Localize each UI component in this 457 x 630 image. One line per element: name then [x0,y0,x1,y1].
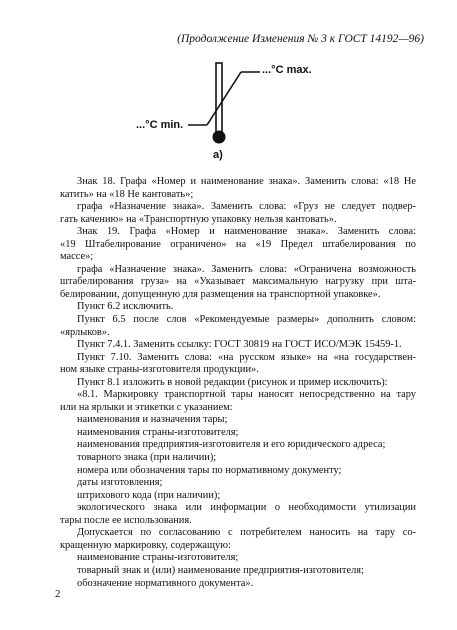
text-line: графа «Назначение знака». Заменить слова: «Груз не следует подвер- [77,201,416,213]
text-line: массе»; [60,251,94,263]
thermometer-figure [0,0,457,170]
body-text [60,176,416,590]
text-line: Допускается по согласованию с потребителем наносить на тару со- [77,527,416,539]
text-line: кращенную маркировку, содержащую: [60,539,231,551]
min-temperature-label: ...°C min. [136,119,184,131]
thermometer-icon [0,0,457,170]
text-line: «ярлыков». [60,326,110,338]
text-line: даты изготовления; [77,477,163,489]
text-line: ном языке страны-изготовителя продукции». [60,364,259,376]
text-line: тары после ее использования. [60,514,192,526]
max-temperature-label: ...°C max. [262,64,312,76]
text-line: Пункт 6.2 исключить. [77,301,174,313]
text-line: графа «Назначение знака». Заменить слова: «Ограничена возможность [77,263,416,275]
range-line [207,72,241,125]
text-line: наименования страны-изготовителя; [77,426,239,438]
text-line: наименования и назначения тары; [77,414,228,426]
running-header: (Продолжение Изменения № 3 к ГОСТ 14192—96) [177,33,424,45]
text-line: Пункт 7.4.1. Заменить ссылку: ГОСТ 30819 на ГОСТ ИСО/МЭК 15459-1. [77,339,402,351]
text-line: экологического знака или информации о необходимости утилизации [77,502,416,514]
thermometer-bulb [213,131,226,144]
text-line: наименования предприятия-изготовителя и его юридического адреса; [77,439,386,451]
text-line: штабелирования груза» на «Указывает максимальную нагрузку при шта- [60,276,416,288]
page-number: 2 [55,588,61,600]
text-line: Пункт 8.1 изложить в новой редакции (рисунок и пример исключить): [77,376,388,388]
thermometer-tube [216,63,222,133]
text-line: белировании, допущенную для размещения на транспортной упаковке». [60,288,381,300]
text-line: номера или обозначения тары по нормативному документу; [77,464,342,476]
text-line: «19 Штабелирование ограничено» на «19 Предел штабелирования по [60,238,416,250]
text-line: товарного знака (при наличии); [77,452,217,464]
text-line: штрихового кода (при наличии); [77,489,221,501]
text-line: или на ярлыки и этикетки с указанием: [60,401,233,413]
text-line: гать качению» на «Транспортную упаковку нельзя кантовать». [60,213,337,225]
text-line: обозначение нормативного документа». [77,577,254,589]
text-line: наименование страны-изготовителя; [77,552,239,564]
figure-caption: а) [213,149,223,161]
text-line: катить» на «18 Не кантовать»; [60,188,194,200]
text-line: Пункт 7.10. Заменить слова: «на русском языке» на «на государствен- [77,351,416,363]
text-line: товарный знак и (или) наименование предприятия-изготовителя; [77,564,364,576]
text-line: Пункт 6.5 после слов «Рекомендуемые размеры» дополнить словом: [77,314,416,326]
text-line: Знак 18. Графа «Номер и наименование знака». Заменить слова: «18 Не [77,176,416,187]
text-line: «8.1. Маркировку транспортной тары наносят непосредственно на тару [77,389,416,401]
text-line: Знак 19. Графа «Номер и наименование знака». Заменить слова: [77,226,416,238]
